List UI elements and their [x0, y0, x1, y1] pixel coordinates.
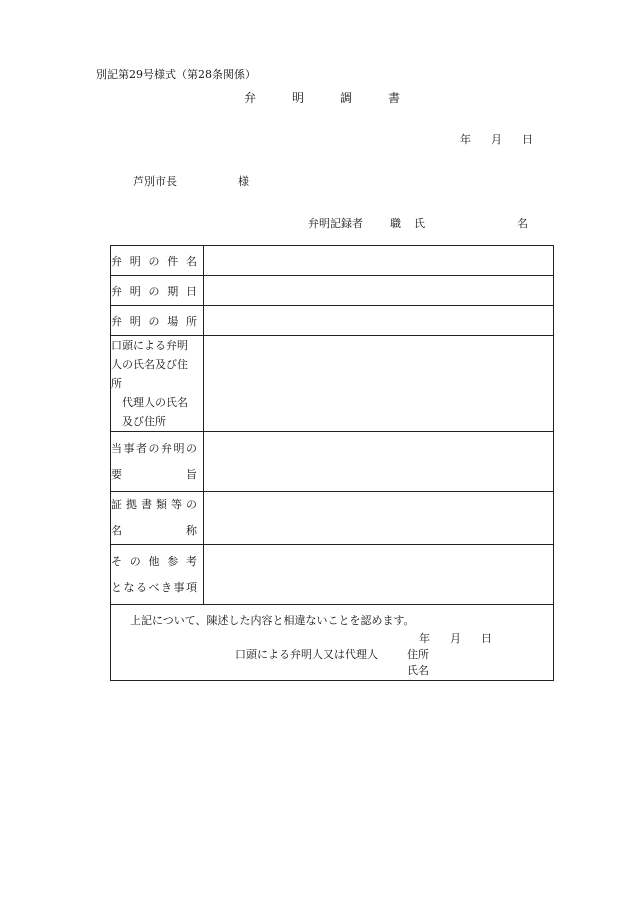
recorder-name-suffix: 名 [517, 217, 528, 230]
value-other[interactable] [204, 545, 554, 605]
declaration-statement: 上記について、陳述した内容と相違ないことを認めます。 [130, 614, 415, 627]
statement-form-table [110, 245, 554, 681]
label-place: 弁 明 の 場 所 [111, 306, 204, 336]
row-place [111, 306, 554, 336]
row-other [111, 545, 554, 605]
label-oral: 口頭による弁明 人の氏名及び住 所 代理人の氏名 及び住所 [111, 336, 204, 432]
header-date: 年月日 [460, 133, 553, 146]
row-declaration [111, 605, 554, 681]
label-period: 弁 明 の 期 日 [111, 276, 204, 306]
form-number: 別記第29号様式（第28条関係） [96, 68, 256, 81]
row-oral [111, 336, 554, 432]
recorder-name-label: 氏 [414, 217, 425, 230]
row-summary [111, 432, 554, 492]
signer-address-label: 住所 [407, 648, 429, 661]
value-evidence[interactable] [204, 492, 554, 545]
label-evidence: 証 拠 書 類 等 の 名 称 [111, 492, 204, 545]
declaration-cell [111, 605, 554, 681]
label-case-name: 弁 明 の 件 名 [111, 246, 204, 276]
row-evidence [111, 492, 554, 545]
page-title: 弁明調書 [244, 91, 437, 105]
honorific: 様 [238, 175, 249, 188]
recorder-label: 弁明記録者 [308, 217, 363, 230]
row-case-name [111, 246, 554, 276]
value-period[interactable] [204, 276, 554, 306]
signer-label: 口頭による弁明人又は代理人 [235, 648, 378, 661]
label-other: そ の 他 参 考 と な る べ き 事 項 [111, 545, 204, 605]
label-summary: 当 事 者 の 弁 明 の 要 旨 [111, 432, 204, 492]
value-case-name[interactable] [204, 246, 554, 276]
value-place[interactable] [204, 306, 554, 336]
recorder-position: 職 [390, 217, 401, 230]
addressee: 芦別市長 [133, 175, 177, 188]
signer-name-label: 氏名 [407, 664, 429, 677]
row-period [111, 276, 554, 306]
value-oral[interactable] [204, 336, 554, 432]
value-summary[interactable] [204, 432, 554, 492]
declaration-date: 年月日 [419, 632, 512, 645]
